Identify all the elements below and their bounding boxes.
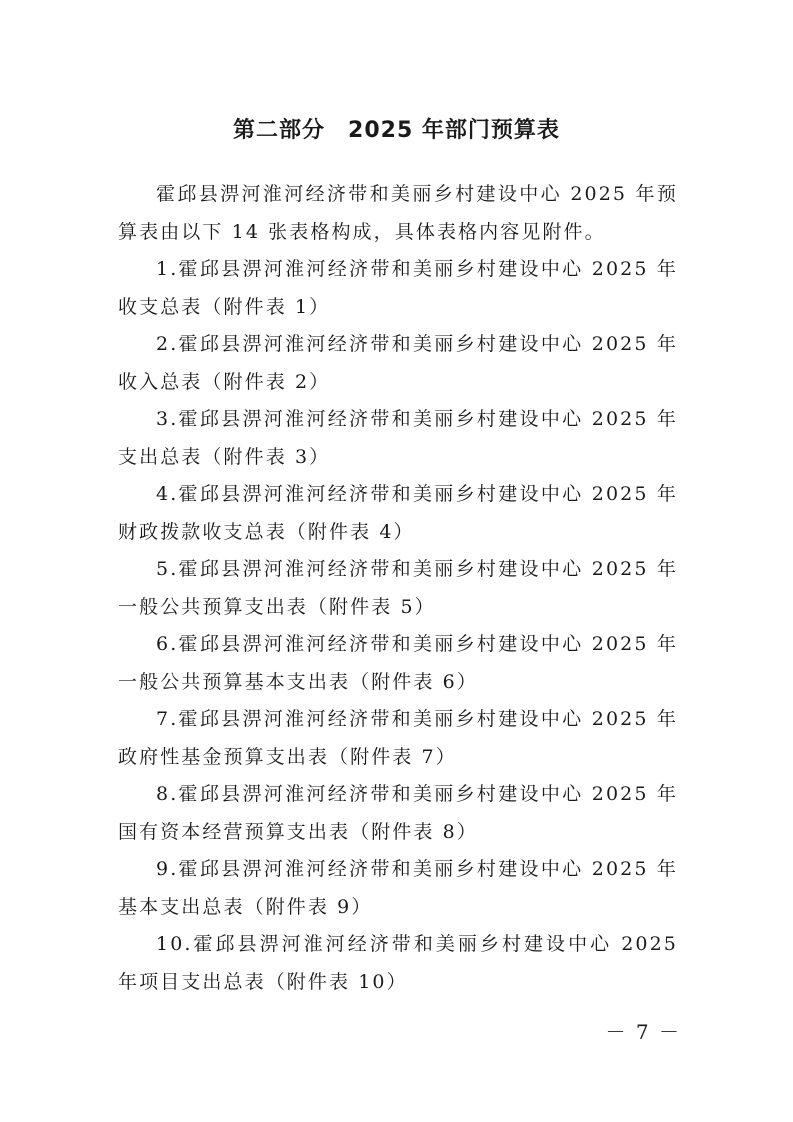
page-number: － 7 － — [605, 1020, 681, 1044]
list-item: 4.霍邱县淠河淮河经济带和美丽乡村建设中心 2025 年财政拨款收支总表（附件表 4） — [118, 483, 678, 543]
list-item: 5.霍邱县淠河淮河经济带和美丽乡村建设中心 2025 年一般公共预算支出表（附件表 5） — [118, 558, 678, 618]
list-item: 10.霍邱县淠河淮河经济带和美丽乡村建设中心 2025 年项目支出总表（附件表 10） — [118, 933, 678, 993]
list-item: 1.霍邱县淠河淮河经济带和美丽乡村建设中心 2025 年收支总表（附件表 1） — [118, 258, 678, 318]
list-item: 7.霍邱县淠河淮河经济带和美丽乡村建设中心 2025 年政府性基金预算支出表（附件表 7） — [118, 708, 678, 768]
intro-paragraph: 霍邱县淠河淮河经济带和美丽乡村建设中心 2025 年预算表由以下 14 张表格构成，具体表格内容见附件。 — [118, 183, 678, 243]
list-item: 2.霍邱县淠河淮河经济带和美丽乡村建设中心 2025 年收入总表（附件表 2） — [118, 333, 678, 393]
page-title: 第二部分 2025 年部门预算表 — [233, 117, 560, 143]
document-body — [118, 176, 678, 1001]
list-item: 9.霍邱县淠河淮河经济带和美丽乡村建设中心 2025 年基本支出总表（附件表 9） — [118, 858, 678, 918]
list-item: 3.霍邱县淠河淮河经济带和美丽乡村建设中心 2025 年支出总表（附件表 3） — [118, 408, 678, 468]
list-item: 8.霍邱县淠河淮河经济带和美丽乡村建设中心 2025 年国有资本经营预算支出表（附件表 8） — [118, 783, 678, 843]
list-item: 6.霍邱县淠河淮河经济带和美丽乡村建设中心 2025 年一般公共预算基本支出表（附件表 6） — [118, 633, 678, 693]
